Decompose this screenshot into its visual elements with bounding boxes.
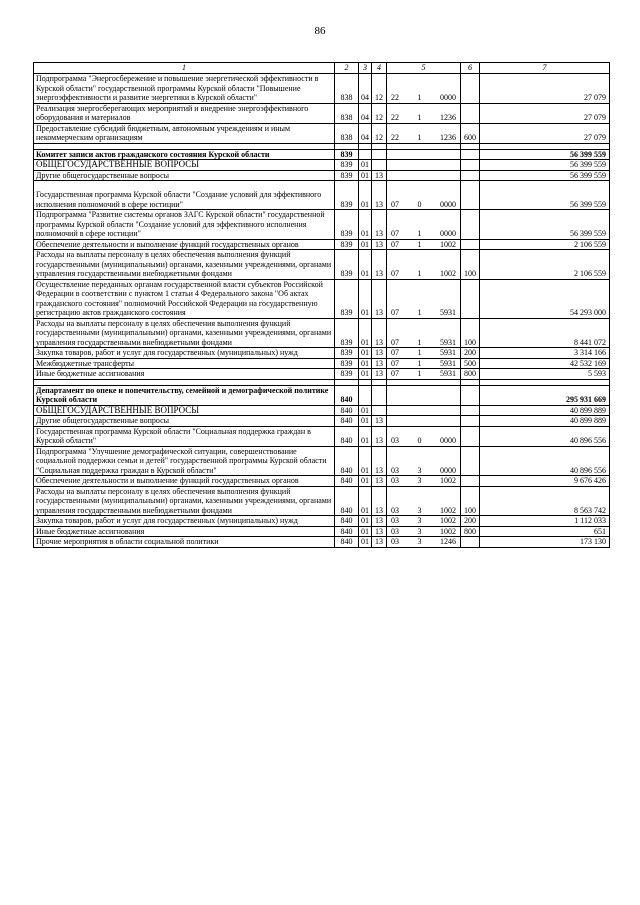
target-article-part: 1 xyxy=(417,269,422,278)
table-row xyxy=(34,181,610,210)
table-row xyxy=(34,526,610,537)
target-article-part: 03 xyxy=(391,537,399,546)
subsection-code-cell: 13 xyxy=(372,250,387,280)
target-article-cell xyxy=(387,526,461,537)
expense-type-cell xyxy=(461,446,480,476)
amount-cell: 8 563 742 xyxy=(480,486,610,516)
table-row xyxy=(34,416,610,427)
target-article-part: 07 xyxy=(391,369,399,378)
table-row xyxy=(34,476,610,487)
amount-cell: 2 106 559 xyxy=(480,239,610,250)
subsection-code-cell: 13 xyxy=(372,279,387,318)
target-article-parts xyxy=(389,113,458,123)
target-article-part: 1002 xyxy=(440,239,456,249)
target-article-parts xyxy=(389,506,458,516)
amount-cell: 40 899 889 xyxy=(480,405,610,416)
row-name-cell: Обеспечение деятельности и выполнение функций государственных органов xyxy=(34,239,335,250)
table-row xyxy=(34,516,610,527)
target-article-part: 1 xyxy=(417,348,422,357)
table-row xyxy=(34,123,610,143)
target-article-part: 3 xyxy=(417,516,422,525)
target-article-cell xyxy=(387,348,461,359)
grbs-code-cell: 838 xyxy=(335,123,359,143)
target-article-part: 1002 xyxy=(440,476,456,485)
target-article-part: 0 xyxy=(417,436,422,445)
section-code-cell: 01 xyxy=(359,250,372,280)
row-name-cell: Комитет записи актов гражданского состояния Курской области xyxy=(34,149,335,160)
page-number: 86 xyxy=(314,25,326,37)
grbs-code-cell: 840 xyxy=(335,516,359,527)
amount-cell: 5 593 xyxy=(480,369,610,380)
target-article-parts xyxy=(389,466,458,476)
grbs-code-cell: 840 xyxy=(335,416,359,427)
expense-type-cell: 600 xyxy=(461,123,480,143)
row-name-cell: ОБЩЕГОСУДАРСТВЕННЫЕ ВОПРОСЫ xyxy=(34,160,335,171)
row-name-cell: Закупка товаров, работ и услуг для государственных (муниципальных) нужд xyxy=(34,348,335,359)
target-article-parts xyxy=(389,338,458,348)
row-name-cell: Другие общегосударственные вопросы xyxy=(34,416,335,427)
row-name-cell: Подпрограмма "Улучшение демографической ситуации, совершенствование социальной поддержки семьи и детей" государственной программы Курской области "Социальная поддержка граждан в Курской области" xyxy=(34,446,335,476)
table-row xyxy=(34,318,610,348)
table-row xyxy=(34,279,610,318)
target-article-part: 1002 xyxy=(440,269,456,278)
target-article-parts xyxy=(389,348,458,358)
grbs-code-cell: 839 xyxy=(335,358,359,369)
row-name-cell: Подпрограмма "Развитие системы органов ЗАГС Курской области" государственной программы Курской области "Создание условий для эффективного исполнения полномочий в сфере юстиции" xyxy=(34,210,335,240)
target-article-parts xyxy=(389,240,458,250)
target-article-part: 1002 xyxy=(440,516,456,525)
subsection-code-cell xyxy=(372,149,387,160)
target-article-part: 1 xyxy=(417,113,422,122)
grbs-code-cell: 839 xyxy=(335,181,359,210)
subsection-code-cell: 13 xyxy=(372,446,387,476)
section-code-cell: 01 xyxy=(359,279,372,318)
column-number-cell: 7 xyxy=(480,63,610,74)
subsection-code-cell: 13 xyxy=(372,348,387,359)
grbs-code-cell: 839 xyxy=(335,318,359,348)
target-article-part: 1 xyxy=(417,239,422,249)
table-row xyxy=(34,239,610,250)
target-article-part: 3 xyxy=(417,505,422,515)
target-article-parts xyxy=(389,516,458,526)
section-code-cell: 01 xyxy=(359,358,372,369)
expense-type-cell xyxy=(461,385,480,405)
section-code-cell xyxy=(359,149,372,160)
row-name-cell: Государственная программа Курской области "Социальная поддержка граждан в Курской области" xyxy=(34,426,335,446)
subsection-code-cell: 13 xyxy=(372,537,387,548)
section-code-cell: 04 xyxy=(359,103,372,123)
row-name-cell: Расходы на выплаты персоналу в целях обеспечения выполнения функций государственными (муниципальными) органами, казенными учреждениями, органами управления государственными внебюджетными фондами xyxy=(34,486,335,516)
section-code-cell: 01 xyxy=(359,416,372,427)
target-article-part: 03 xyxy=(391,526,399,536)
amount-cell: 9 676 426 xyxy=(480,476,610,487)
row-name-cell: Закупка товаров, работ и услуг для государственных (муниципальных) нужд xyxy=(34,516,335,527)
target-article-parts xyxy=(389,133,458,143)
table-row xyxy=(34,160,610,171)
target-article-cell xyxy=(387,369,461,380)
target-article-part: 07 xyxy=(391,229,399,238)
table-row xyxy=(34,74,610,104)
amount-cell: 56 399 559 xyxy=(480,149,610,160)
expense-type-cell xyxy=(461,160,480,171)
subsection-code-cell: 12 xyxy=(372,74,387,104)
row-name-cell: Предоставление субсидий бюджетным, автономным учреждениям и иным некоммерческим организациям xyxy=(34,123,335,143)
subsection-code-cell: 13 xyxy=(372,369,387,380)
amount-cell: 1 112 033 xyxy=(480,516,610,527)
grbs-code-cell: 839 xyxy=(335,348,359,359)
target-article-cell xyxy=(387,149,461,160)
target-article-part: 1 xyxy=(417,369,422,378)
row-name-cell: Иные бюджетные ассигнования xyxy=(34,526,335,537)
table-row xyxy=(34,446,610,476)
amount-cell: 40 896 556 xyxy=(480,446,610,476)
section-code-cell: 01 xyxy=(359,318,372,348)
table-row xyxy=(34,426,610,446)
column-number-row xyxy=(34,63,610,74)
table-row xyxy=(34,348,610,359)
target-article-part: 1 xyxy=(417,133,422,142)
table-row xyxy=(34,149,610,160)
grbs-code-cell: 838 xyxy=(335,103,359,123)
grbs-code-cell: 840 xyxy=(335,537,359,548)
subsection-code-cell: 12 xyxy=(372,123,387,143)
row-name-cell: Расходы на выплаты персоналу в целях обеспечения выполнения функций государственными (муниципальными) органами, казенными учреждениями, органами управления государственными внебюджетными фондами xyxy=(34,318,335,348)
subsection-code-cell: 13 xyxy=(372,239,387,250)
section-code-cell: 01 xyxy=(359,426,372,446)
grbs-code-cell: 840 xyxy=(335,486,359,516)
target-article-part: 0000 xyxy=(440,93,456,102)
target-article-cell xyxy=(387,239,461,250)
expense-type-cell xyxy=(461,279,480,318)
table-row xyxy=(34,537,610,548)
target-article-part: 1 xyxy=(417,229,422,238)
target-article-part: 1 xyxy=(417,358,422,368)
grbs-code-cell: 839 xyxy=(335,369,359,380)
target-article-cell xyxy=(387,416,461,427)
section-code-cell: 01 xyxy=(359,537,372,548)
amount-cell: 54 293 000 xyxy=(480,279,610,318)
target-article-parts xyxy=(389,436,458,446)
target-article-part: 07 xyxy=(391,239,399,249)
table-row xyxy=(34,385,610,405)
row-name-cell: Осуществление переданных органам государственной власти субъектов Российской Федерации в соответствии с пунктом 1 статьи 4 Федерального закона "Об актах гражданского состояния" полномочий Российской Федерации на государственную регистрацию актов гражданского состояния xyxy=(34,279,335,318)
table-row xyxy=(34,250,610,280)
target-article-part: 3 xyxy=(417,537,422,546)
section-code-cell: 01 xyxy=(359,405,372,416)
section-code-cell: 01 xyxy=(359,476,372,487)
grbs-code-cell: 839 xyxy=(335,149,359,160)
grbs-code-cell: 839 xyxy=(335,160,359,171)
subsection-code-cell xyxy=(372,385,387,405)
target-article-cell xyxy=(387,160,461,171)
target-article-parts xyxy=(389,93,458,103)
grbs-code-cell: 839 xyxy=(335,239,359,250)
section-code-cell xyxy=(359,385,372,405)
amount-cell: 3 314 166 xyxy=(480,348,610,359)
target-article-part: 22 xyxy=(391,133,399,142)
expense-type-cell: 200 xyxy=(461,348,480,359)
target-article-parts xyxy=(389,308,458,318)
amount-cell: 40 899 889 xyxy=(480,416,610,427)
section-code-cell: 04 xyxy=(359,123,372,143)
target-article-parts xyxy=(389,537,458,547)
expense-type-cell: 800 xyxy=(461,526,480,537)
expense-type-cell xyxy=(461,426,480,446)
target-article-cell xyxy=(387,426,461,446)
subsection-code-cell: 13 xyxy=(372,170,387,181)
amount-cell: 56 399 559 xyxy=(480,181,610,210)
row-name-cell: Межбюджетные трансферты xyxy=(34,358,335,369)
expense-type-cell: 200 xyxy=(461,516,480,527)
target-article-part: 07 xyxy=(391,348,399,357)
target-article-parts xyxy=(389,269,458,279)
expense-type-cell xyxy=(461,476,480,487)
amount-cell: 27 079 xyxy=(480,74,610,104)
target-article-part: 0000 xyxy=(440,199,456,209)
row-name-cell: Обеспечение деятельности и выполнение функций государственных органов xyxy=(34,476,335,487)
subsection-code-cell: 12 xyxy=(372,103,387,123)
target-article-part: 3 xyxy=(417,476,422,485)
target-article-part: 1002 xyxy=(440,505,456,515)
target-article-parts xyxy=(389,229,458,239)
section-code-cell: 01 xyxy=(359,486,372,516)
amount-cell: 56 399 559 xyxy=(480,160,610,171)
grbs-code-cell: 838 xyxy=(335,74,359,104)
grbs-code-cell: 840 xyxy=(335,426,359,446)
subsection-code-cell: 13 xyxy=(372,486,387,516)
table-row xyxy=(34,358,610,369)
column-number-cell: 5 xyxy=(387,63,461,74)
expense-type-cell xyxy=(461,181,480,210)
section-code-cell: 01 xyxy=(359,160,372,171)
amount-cell: 2 106 559 xyxy=(480,250,610,280)
grbs-code-cell: 840 xyxy=(335,446,359,476)
expense-type-cell: 500 xyxy=(461,358,480,369)
target-article-part: 3 xyxy=(417,465,422,475)
target-article-part: 07 xyxy=(391,199,399,209)
target-article-part: 1236 xyxy=(440,133,456,142)
target-article-cell xyxy=(387,250,461,280)
target-article-parts xyxy=(389,476,458,486)
target-article-parts xyxy=(389,200,458,210)
amount-cell: 56 399 559 xyxy=(480,170,610,181)
column-number-cell: 2 xyxy=(335,63,359,74)
target-article-part: 0000 xyxy=(440,229,456,238)
row-name-cell: Реализация энергосберегающих мероприятий и внедрение энергоэффективного оборудования и материалов xyxy=(34,103,335,123)
target-article-part: 1246 xyxy=(440,537,456,546)
target-article-part: 1 xyxy=(417,337,422,347)
row-name-cell: Подпрограмма "Энергосбережение и повышение энергетической эффективности в Курской области" государственной программы Курской области "Повышение энергоэффективности и развитие энергетики в Курской области" xyxy=(34,74,335,104)
target-article-cell xyxy=(387,279,461,318)
target-article-cell xyxy=(387,446,461,476)
target-article-part: 5931 xyxy=(440,337,456,347)
target-article-cell xyxy=(387,181,461,210)
row-name-cell: Прочие мероприятия в области социальной политики xyxy=(34,537,335,548)
expense-type-cell xyxy=(461,210,480,240)
expense-type-cell xyxy=(461,170,480,181)
row-name-cell: Расходы на выплаты персоналу в целях обеспечения выполнения функций государственными (муниципальными) органами, казенными учреждениями, органами управления государственными внебюджетными фондами xyxy=(34,250,335,280)
target-article-cell xyxy=(387,210,461,240)
table-row xyxy=(34,369,610,380)
target-article-cell xyxy=(387,516,461,527)
target-article-cell xyxy=(387,170,461,181)
amount-cell: 40 896 556 xyxy=(480,426,610,446)
section-code-cell: 01 xyxy=(359,181,372,210)
target-article-parts xyxy=(389,369,458,379)
target-article-part: 22 xyxy=(391,93,399,102)
expense-type-cell: 100 xyxy=(461,486,480,516)
target-article-part: 03 xyxy=(391,436,399,445)
budget-table xyxy=(33,62,610,548)
column-number-cell: 6 xyxy=(461,63,480,74)
grbs-code-cell: 840 xyxy=(335,476,359,487)
target-article-part: 5931 xyxy=(440,308,456,317)
table-row xyxy=(34,486,610,516)
table-row xyxy=(34,405,610,416)
amount-cell: 173 130 xyxy=(480,537,610,548)
table-row xyxy=(34,170,610,181)
grbs-code-cell: 839 xyxy=(335,250,359,280)
amount-cell: 651 xyxy=(480,526,610,537)
column-number-cell: 1 xyxy=(34,63,335,74)
table-row xyxy=(34,103,610,123)
row-name-cell: ОБЩЕГОСУДАРСТВЕННЫЕ ВОПРОСЫ xyxy=(34,405,335,416)
grbs-code-cell: 839 xyxy=(335,170,359,181)
subsection-code-cell: 13 xyxy=(372,181,387,210)
target-article-cell xyxy=(387,74,461,104)
target-article-part: 03 xyxy=(391,465,399,475)
expense-type-cell xyxy=(461,149,480,160)
section-code-cell: 04 xyxy=(359,74,372,104)
target-article-parts xyxy=(389,527,458,537)
column-number-cell: 4 xyxy=(372,63,387,74)
expense-type-cell xyxy=(461,416,480,427)
section-code-cell: 01 xyxy=(359,446,372,476)
target-article-part: 03 xyxy=(391,516,399,525)
target-article-part: 0000 xyxy=(440,465,456,475)
expense-type-cell: 800 xyxy=(461,369,480,380)
expense-type-cell xyxy=(461,103,480,123)
target-article-part: 07 xyxy=(391,337,399,347)
target-article-part: 22 xyxy=(391,113,399,122)
budget-table-body xyxy=(34,63,610,548)
expense-type-cell xyxy=(461,537,480,548)
target-article-cell xyxy=(387,537,461,548)
target-article-part: 07 xyxy=(391,269,399,278)
target-article-cell xyxy=(387,486,461,516)
target-article-cell xyxy=(387,123,461,143)
row-name-cell: Государственная программа Курской области "Создание условий для эффективного исполнения полномочий в сфере юстиции" xyxy=(34,181,335,210)
section-code-cell: 01 xyxy=(359,239,372,250)
target-article-part: 07 xyxy=(391,358,399,368)
subsection-code-cell: 13 xyxy=(372,516,387,527)
target-article-part: 5931 xyxy=(440,369,456,378)
target-article-part: 5931 xyxy=(440,348,456,357)
row-name-cell: Департамент по опеке и попечительству, семейной и демографической политике Курской области xyxy=(34,385,335,405)
subsection-code-cell: 13 xyxy=(372,426,387,446)
target-article-part: 1 xyxy=(417,93,422,102)
target-article-part: 5931 xyxy=(440,358,456,368)
subsection-code-cell: 13 xyxy=(372,476,387,487)
target-article-part: 3 xyxy=(417,526,422,536)
subsection-code-cell: 13 xyxy=(372,318,387,348)
amount-cell: 27 079 xyxy=(480,123,610,143)
subsection-code-cell: 13 xyxy=(372,358,387,369)
target-article-cell xyxy=(387,103,461,123)
subsection-code-cell: 13 xyxy=(372,210,387,240)
target-article-part: 07 xyxy=(391,308,399,317)
amount-cell: 295 931 669 xyxy=(480,385,610,405)
target-article-part: 03 xyxy=(391,505,399,515)
grbs-code-cell: 839 xyxy=(335,279,359,318)
amount-cell: 56 399 559 xyxy=(480,210,610,240)
target-article-cell xyxy=(387,405,461,416)
subsection-code-cell: 13 xyxy=(372,526,387,537)
target-article-part: 1236 xyxy=(440,113,456,122)
target-article-cell xyxy=(387,385,461,405)
grbs-code-cell: 840 xyxy=(335,405,359,416)
target-article-part: 0000 xyxy=(440,436,456,445)
row-name-cell: Другие общегосударственные вопросы xyxy=(34,170,335,181)
target-article-cell xyxy=(387,318,461,348)
amount-cell: 8 441 072 xyxy=(480,318,610,348)
section-code-cell: 01 xyxy=(359,516,372,527)
section-code-cell: 01 xyxy=(359,348,372,359)
grbs-code-cell: 839 xyxy=(335,210,359,240)
target-article-part: 1 xyxy=(417,308,422,317)
target-article-part: 1002 xyxy=(440,526,456,536)
section-code-cell: 01 xyxy=(359,526,372,537)
grbs-code-cell: 840 xyxy=(335,385,359,405)
subsection-code-cell xyxy=(372,160,387,171)
target-article-part: 0 xyxy=(417,199,422,209)
target-article-cell xyxy=(387,476,461,487)
expense-type-cell: 100 xyxy=(461,318,480,348)
amount-cell: 27 079 xyxy=(480,103,610,123)
subsection-code-cell: 13 xyxy=(372,416,387,427)
expense-type-cell xyxy=(461,74,480,104)
expense-type-cell xyxy=(461,405,480,416)
target-article-part: 03 xyxy=(391,476,399,485)
row-name-cell: Иные бюджетные ассигнования xyxy=(34,369,335,380)
subsection-code-cell xyxy=(372,405,387,416)
section-code-cell: 01 xyxy=(359,369,372,380)
grbs-code-cell: 840 xyxy=(335,526,359,537)
amount-cell: 42 532 169 xyxy=(480,358,610,369)
section-code-cell: 01 xyxy=(359,210,372,240)
table-row xyxy=(34,210,610,240)
expense-type-cell: 100 xyxy=(461,250,480,280)
target-article-cell xyxy=(387,358,461,369)
section-code-cell: 01 xyxy=(359,170,372,181)
column-number-cell: 3 xyxy=(359,63,372,74)
target-article-parts xyxy=(389,359,458,369)
expense-type-cell xyxy=(461,239,480,250)
